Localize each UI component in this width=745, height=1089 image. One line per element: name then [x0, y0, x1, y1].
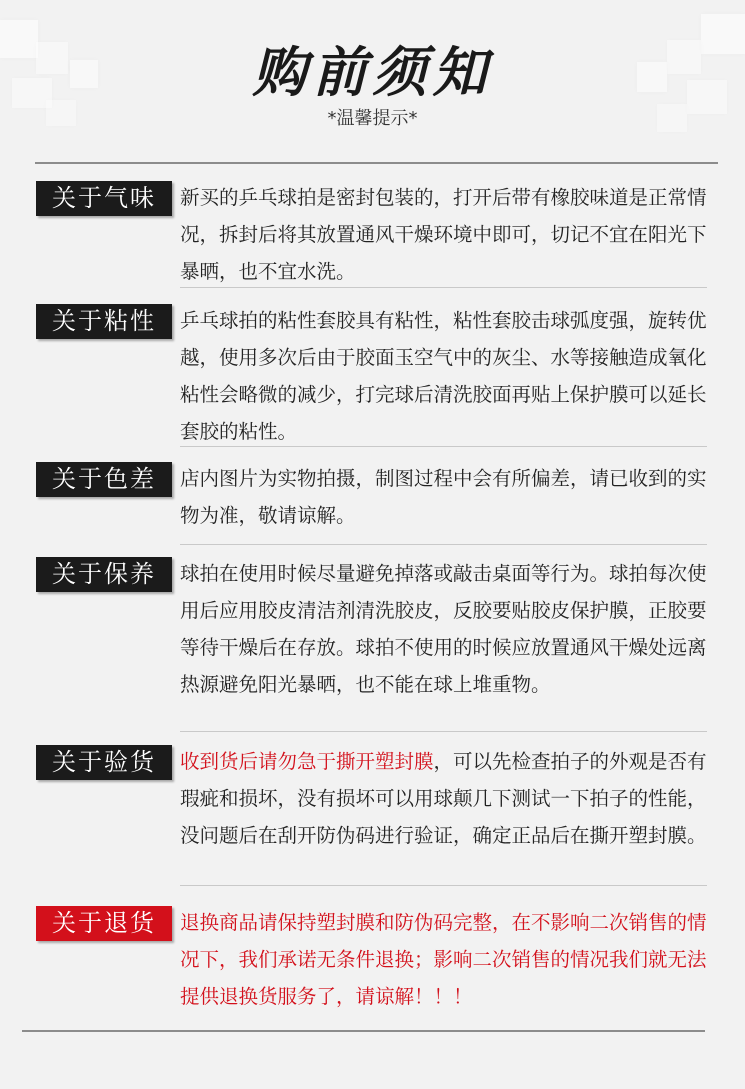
section-label-smell: 关于气味: [36, 181, 172, 216]
section-text-color-difference: 店内图片为实物拍摄，制图过程中会有所偏差，请已收到的实物为准，敬请谅解。: [180, 467, 707, 527]
inspection-warning-text: 收到货后请勿急于撕开塑封膜: [180, 750, 434, 773]
section-color-difference: [36, 446, 708, 544]
inspection-body-text: ，可以先检查拍子的外观是否有瑕疵和损坏，没有损坏可以用球颠几下测试一下拍子的性能，没问题后在刮开防伪码进行验证，确定正品后在撕开塑封膜。: [180, 750, 707, 847]
section-returns: [36, 890, 708, 1020]
top-divider: [35, 162, 718, 164]
section-label-color-difference: 关于色差: [36, 462, 172, 497]
bottom-divider: [22, 1030, 705, 1032]
section-text-returns: 退换商品请保持塑封膜和防伪码完整，在不影响二次销售的情况下，我们承诺无条件退换；影响二次销售的情况我们就无法提供退换货服务了，请谅解！！！: [180, 911, 707, 1008]
section-divider: [180, 885, 707, 886]
section-label-maintenance: 关于保养: [36, 557, 172, 592]
page-subtitle: *温馨提示*: [327, 108, 418, 129]
section-inspection: [36, 729, 708, 887]
page-header: [0, 0, 745, 160]
section-label-tackiness: 关于粘性: [36, 304, 172, 339]
section-label-returns: 关于退货: [36, 906, 172, 941]
section-maintenance: [36, 541, 708, 731]
section-smell: [36, 165, 708, 290]
section-text-tackiness: 乒乓球拍的粘性套胶具有粘性，粘性套胶击球弧度强，旋转优越，使用多次后由于胶面玉空气中的灰尘、水等接触造成氧化粘性会略微的减少，打完球后清洗胶面再贴上保护膜可以延长套胶的粘性。: [180, 309, 707, 443]
section-label-inspection: 关于验货: [36, 745, 172, 780]
section-text-maintenance: 球拍在使用时候尽量避免掉落或敲击桌面等行为。球拍每次使用后应用胶皮清洁剂清洗胶皮，反胶要贴胶皮保护膜，正胶要等待干燥后在存放。球拍不使用的时候应放置通风干燥处远离热源避免阳光暴晒，也不能在球上堆重物。: [180, 562, 707, 696]
section-text-smell: 新买的乒乓球拍是密封包装的，打开后带有橡胶味道是正常情况，拆封后将其放置通风干燥环境中即可，切记不宜在阳光下暴晒，也不宜水洗。: [180, 186, 707, 283]
page-title: 购前须知: [252, 41, 493, 104]
section-text-inspection: [180, 743, 710, 854]
section-tackiness: [36, 288, 708, 446]
